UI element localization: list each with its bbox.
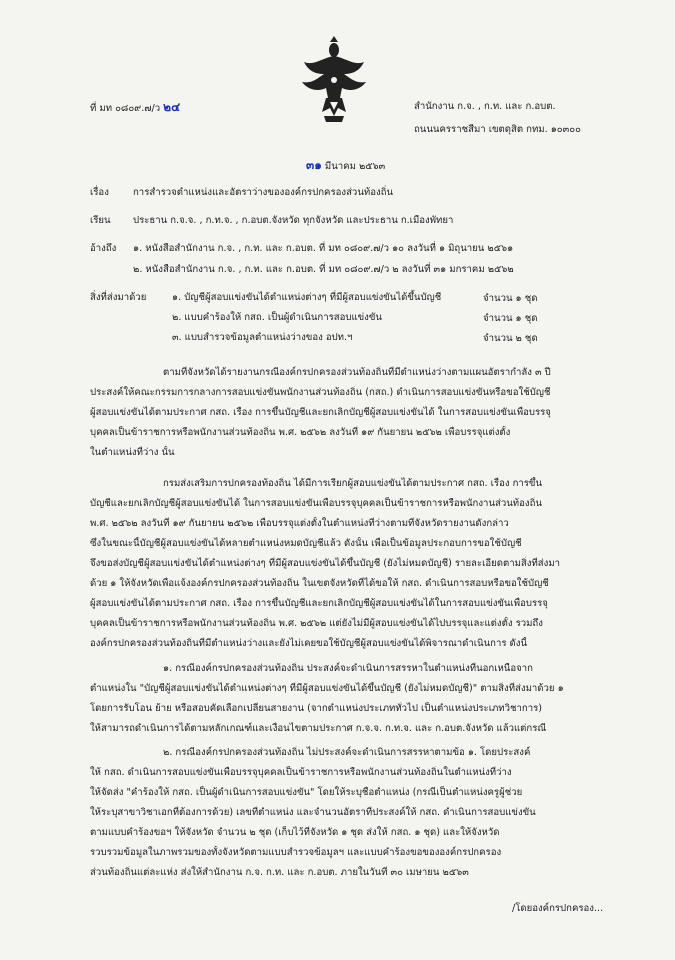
paragraph-line: ๑. กรณีองค์กรปกครองส่วนท้องถิ่น ประสงค์จะดำเนินการสรรหาในตำแหน่งที่นอกเหนือจาก — [163, 663, 533, 674]
enclosure-qty: จำนวน ๑ ชุด — [483, 313, 538, 324]
date-day: ๓๑ — [306, 158, 322, 172]
paragraph-line: ซึ่งในขณะนี้บัญชีผู้สอบแข่งขันได้หลายตำแหน่งหมดบัญชีแล้ว ดังนั้น เพื่อเป็นข้อมูลประกอบการขอใช้บัญชี — [90, 538, 522, 549]
paragraph-line: บุคคลเป็นข้าราชการหรือพนักงานส่วนท้องถิ่น พ.ศ. ๒๕๖๒ แต่ยังไม่มีผู้สอบแข่งขันได้ไปบรรจุและแต่งตั้ง รวมถึง — [90, 618, 543, 629]
reference-item: ๑. หนังสือสำนักงาน ก.จ. , ก.ท. และ ก.อบต. ที่ มท ๐๘๐๙.๗/ว ๑๐ ลงวันที่ ๑ มิถุนายน ๒๕๖๑ — [133, 243, 514, 254]
garuda-emblem-icon — [294, 36, 374, 124]
paragraph-line: องค์กรปกครองส่วนท้องถิ่นที่มีตำแหน่งว่างและยังไม่เคยขอใช้บัญชีผู้สอบแข่งขันได้พิจารณาดำเนินการ ดังนี้ — [90, 638, 528, 649]
subject-label: เรื่อง — [90, 187, 109, 198]
paragraph-line: บัญชีและยกเลิกบัญชีผู้สอบแข่งขันได้ ในการสอบแข่งขันเพื่อบรรจุบุคคลเป็นข้าราชการหรือพนักงานส่วนท้องถิ่น — [90, 498, 542, 509]
paragraph-line: ให้ กสถ. ดำเนินการสอบแข่งขันเพื่อบรรจุบุคคลเป็นข้าราชการหรือพนักงานส่วนท้องถิ่นในตำแหน่งที่ว่าง — [90, 767, 512, 778]
enclosure-item: ๓. แบบสำรวจข้อมูลตำแหน่งว่างของ อปท.ฯ — [172, 332, 353, 343]
paragraph-line: พ.ศ. ๒๕๖๒ ลงวันที่ ๑๙ กันยายน ๒๕๖๒ เพื่อบรรจุแต่งตั้งในตำแหน่งที่ว่างตามที่จังหวัดรายงานดังกล่าว — [90, 518, 509, 529]
paragraph-line: โดยการรับโอน ย้าย หรือสอบคัดเลือกเปลี่ยนสายงาน (จากตำแหน่งประเภททั่วไป เป็นตำแหน่งประเภทวิชาการ) — [90, 703, 543, 714]
document-date — [306, 158, 385, 174]
recipient-label: เรียน — [90, 215, 111, 226]
paragraph-line: กรมส่งเสริมการปกครองท้องถิ่น ได้มีการเรียกผู้สอบแข่งขันได้ตามประกาศ กสถ. เรื่อง การขึ้น — [163, 478, 543, 489]
office-name: สำนักงาน ก.จ. , ก.ท. และ ก.อบต. — [414, 101, 556, 112]
paragraph-line: บุคคลเป็นข้าราชการหรือพนักงานส่วนท้องถิ่น พ.ศ. ๒๕๖๒ ลงวันที่ ๑๙ กันยายน ๒๕๖๒ เพื่อบรรจุแต่งตั้ง — [90, 427, 511, 438]
paragraph-line: ประสงค์ให้คณะกรรมการกลางการสอบแข่งขันพนักงานส่วนท้องถิ่น (กสถ.) ดำเนินการสอบแข่งขันหรือขอใช้บัญชี — [90, 387, 551, 398]
enclosure-qty: จำนวน ๒ ชุด — [483, 333, 538, 344]
enclosure-item: ๑. บัญชีผู้สอบแข่งขันได้ตำแหน่งต่างๆ ที่มีผู้สอบแข่งขันได้ขึ้นบัญชี — [172, 292, 442, 303]
date-month-year: มีนาคม ๒๕๖๓ — [324, 161, 386, 172]
recipient-text: ประธาน ก.จ.จ. , ก.ท.จ. , ก.อบต.จังหวัด ทุกจังหวัด และประธาน ก.เมืองพัทยา — [133, 215, 454, 226]
paragraph-line: ผู้สอบแข่งขันได้ตามประกาศ กสถ. เรื่อง การขึ้นบัญชีและยกเลิกบัญชีผู้สอบแข่งขันได้ในการสอบแข่งขันเพื่อบรรจุ — [90, 598, 548, 609]
page-continuation: /โดยองค์กรปกครอง... — [512, 903, 604, 914]
paragraph-line: ให้สามารถดำเนินการได้ตามหลักเกณฑ์และเงื่อนไขตามประกาศ ก.จ.จ. ก.ท.จ. และ ก.อบต.จังหวัด แล้วแต่กรณี — [90, 723, 547, 734]
reference-label: อ้างถึง — [90, 243, 117, 254]
paragraph-line: ตามแบบคำร้องขอฯ ให้จังหวัด จำนวน ๒ ชุด (เก็บไว้ที่จังหวัด ๑ ชุด ส่งให้ กสถ. ๑ ชุด) และให้จังหวัด — [90, 827, 500, 838]
reference-prefix: ที่ มท ๐๘๐๙.๗/ว — [90, 103, 161, 114]
enclosure-label: สิ่งที่ส่งมาด้วย — [90, 292, 147, 303]
paragraph-line: ตำแหน่งใน "บัญชีผู้สอบแข่งขันได้ตำแหน่งต่างๆ ที่มีผู้สอบแข่งขันได้ขึ้นบัญชี (ยังไม่หมดบัญชี)" ตามสิ่งที่ส่งมาด้วย ๑ — [90, 683, 564, 694]
reference-item: ๒. หนังสือสำนักงาน ก.จ. , ก.ท. และ ก.อบต. ที่ มท ๐๘๐๙.๗/ว ๒ ลงวันที่ ๓๑ มกราคม ๒๕๖๒ — [133, 264, 514, 275]
paragraph-line: ส่วนท้องถิ่นแต่ละแห่ง ส่งให้สำนักงาน ก.จ. ก.ท. และ ก.อบต. ภายในวันที่ ๓๐ เมษายน ๒๕๖๓ — [90, 867, 469, 878]
paragraph-line: ๒. กรณีองค์กรปกครองส่วนท้องถิ่น ไม่ประสงค์จะดำเนินการสรรหาตามข้อ ๑. โดยประสงค์ — [163, 747, 531, 758]
paragraph-line: ให้ระบุสาขาวิชาเอกที่ต้องการด้วย) เลขที่ตำแหน่ง และจำนวนอัตราที่ประสงค์ให้ กสถ. ดำเนินการสอบแข่งขัน — [90, 807, 536, 818]
office-address: ถนนนครราชสีมา เขตดุสิต กทม. ๑๐๓๐๐ — [414, 124, 581, 135]
paragraph-line: ด้วย ๑ ให้จังหวัดเพื่อแจ้งองค์กรปกครองส่วนท้องถิ่น ในเขตจังหวัดที่ได้ขอให้ กสถ. ดำเนินการสอบหรือขอใช้บัญชี — [90, 578, 549, 589]
reference-number: ๒๔ — [163, 100, 181, 114]
subject-text: การสำรวจตำแหน่งและอัตราว่างขององค์กรปกครองส่วนท้องถิ่น — [133, 187, 394, 198]
document-reference — [90, 100, 180, 116]
enclosure-qty: จำนวน ๑ ชุด — [483, 293, 538, 304]
paragraph-line: ตามที่จังหวัดได้รายงานกรณีองค์กรปกครองส่วนท้องถิ่นที่มีตำแหน่งว่างตามแผนอัตรากำลัง ๓ ปี — [163, 367, 551, 378]
paragraph-line: รวบรวมข้อมูลในภาพรวมของทั้งจังหวัดตามแบบสำรวจข้อมูลฯ และแบบคำร้องขอขององค์กรปกครอง — [90, 847, 502, 858]
paragraph-line: ให้จัดส่ง "คำร้องให้ กสถ. เป็นผู้ดำเนินการสอบแข่งขัน" โดยให้ระบุชื่อตำแหน่ง (กรณีเป็นตำแหน่งครูผู้ช่วย — [90, 787, 523, 798]
paragraph-line: ในตำแหน่งที่ว่าง นั้น — [90, 447, 175, 458]
paragraph-line: จึงขอส่งบัญชีผู้สอบแข่งขันได้ตำแหน่งต่างๆ ที่มีผู้สอบแข่งขันได้ขึ้นบัญชี (ยังไม่หมดบัญชี) รายละเอียดตามสิ่งที่ส่งมา — [90, 558, 561, 569]
paragraph-line: ผู้สอบแข่งขันได้ตามประกาศ กสถ. เรื่อง การขึ้นบัญชีและยกเลิกบัญชีผู้สอบแข่งขันได้ ในการสอบแข่งขันเพื่อบรรจุ — [90, 407, 551, 418]
enclosure-item: ๒. แบบคำร้องให้ กสถ. เป็นผู้ดำเนินการสอบแข่งขัน — [172, 312, 382, 323]
